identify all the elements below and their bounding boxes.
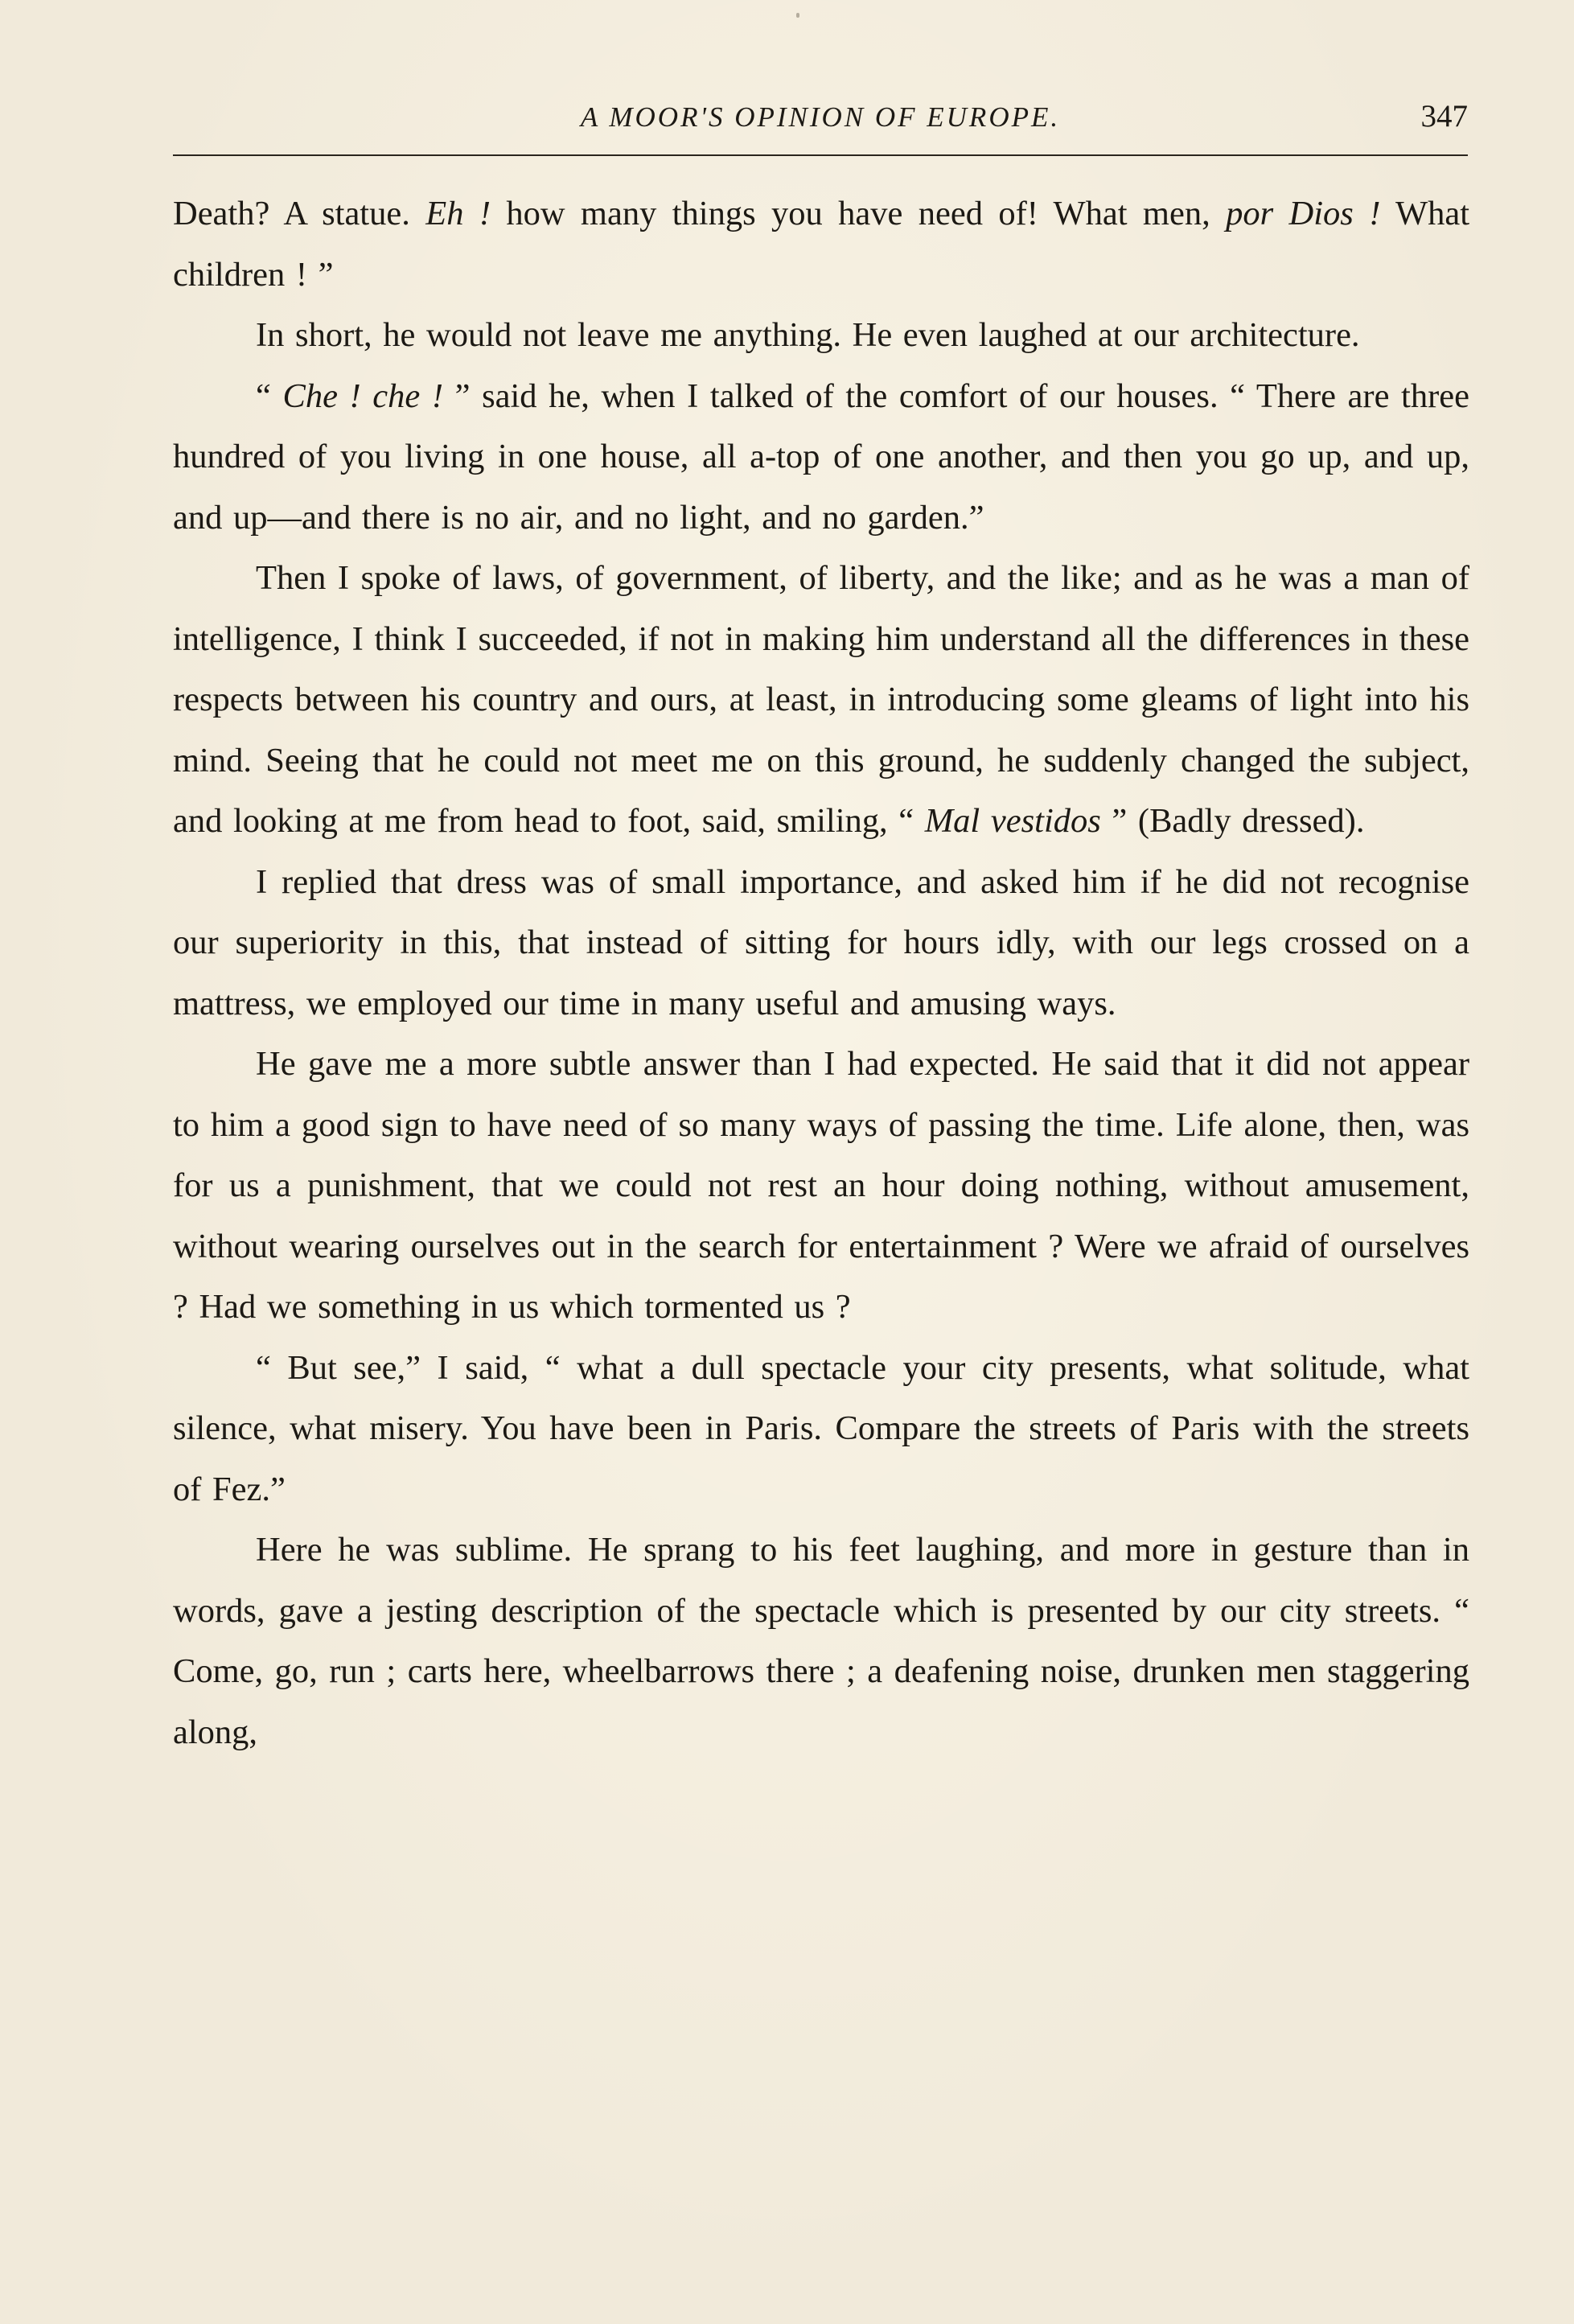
text-run: ” said he, when I talked of the comfort of our houses. “ There are three hundred of you living in one house, all a-top of one another, and then you go up, and up, and up—and there is no air, and no light, and no garden.” <box>173 376 1469 537</box>
paper-speck <box>796 13 799 18</box>
italic-text-run: Che ! che ! <box>282 376 444 415</box>
paragraph <box>173 1520 1469 1763</box>
running-title: A MOOR'S OPINION OF EUROPE. <box>580 101 1061 133</box>
text-run: ” (Badly dressed). <box>1100 802 1365 840</box>
text-run: He gave me a more subtle answer than I had expected. He said that it did not appear to him a good sign to have need of so many ways of passing the time. Life alone, then, was for us a punishment, that we could not rest an hour doing nothing, without amusement, without wearing ourselves out in the search for entertainment ? Were we afraid of ourselves ? Had we something in us which tormented us ? <box>173 1045 1469 1326</box>
running-head <box>173 95 1468 140</box>
text-run: I replied that dress was of small importance, and asked him if he did not recognise our superiority in this, that instead of sitting for hours idly, with our legs crossed on a mattress, we employed our time in many useful and amusing ways. <box>173 862 1469 1022</box>
text-run: In short, he would not leave me anything. He even laughed at our architecture. <box>256 316 1360 354</box>
italic-text-run: por Dios ! <box>1226 195 1381 232</box>
italic-text-run: Eh ! <box>425 195 491 232</box>
text-run: “ But see,” I said, “ what a dull spectacle your city presents, what solitude, what silence, what misery. You have been in Paris. Compare the streets of Paris with the streets of Fez.” <box>173 1348 1469 1508</box>
paragraph <box>173 1034 1469 1338</box>
text-run: Then I spoke of laws, of government, of liberty, and the like; and as he was a man of intelligence, I think I succeeded, if not in making him understand all the differences in these respects between his country and ours, at least, in introducing some gleams of light into his mind. Seeing that he could not meet me on this ground, he suddenly changed the subject, and looking at me from head to foot, said, smiling, “ <box>173 559 1469 840</box>
text-run: Here he was sublime. He sprang to his feet laughing, and more in gesture than in words, gave a jesting description of the spectacle which is presented by our city streets. “ Come, go, run ; carts here, wheelbarrows there ; a deafening noise, drunken men staggering along, <box>173 1531 1469 1751</box>
italic-text-run: Mal vestidos <box>924 802 1101 840</box>
paragraph <box>173 366 1469 549</box>
text-run: Death? A statue. <box>173 195 426 232</box>
text-run: What children ! ” <box>173 195 1470 294</box>
header-rule <box>173 154 1468 156</box>
text-run: how many things you have need of! What men, <box>490 195 1227 232</box>
paragraph <box>173 852 1469 1034</box>
page-number: 347 <box>1420 99 1468 134</box>
paragraph <box>173 548 1469 852</box>
text-run: “ <box>256 376 283 415</box>
paragraph <box>173 183 1469 305</box>
paragraph <box>173 305 1469 366</box>
body-text <box>173 183 1469 1763</box>
paragraph <box>173 1338 1469 1520</box>
